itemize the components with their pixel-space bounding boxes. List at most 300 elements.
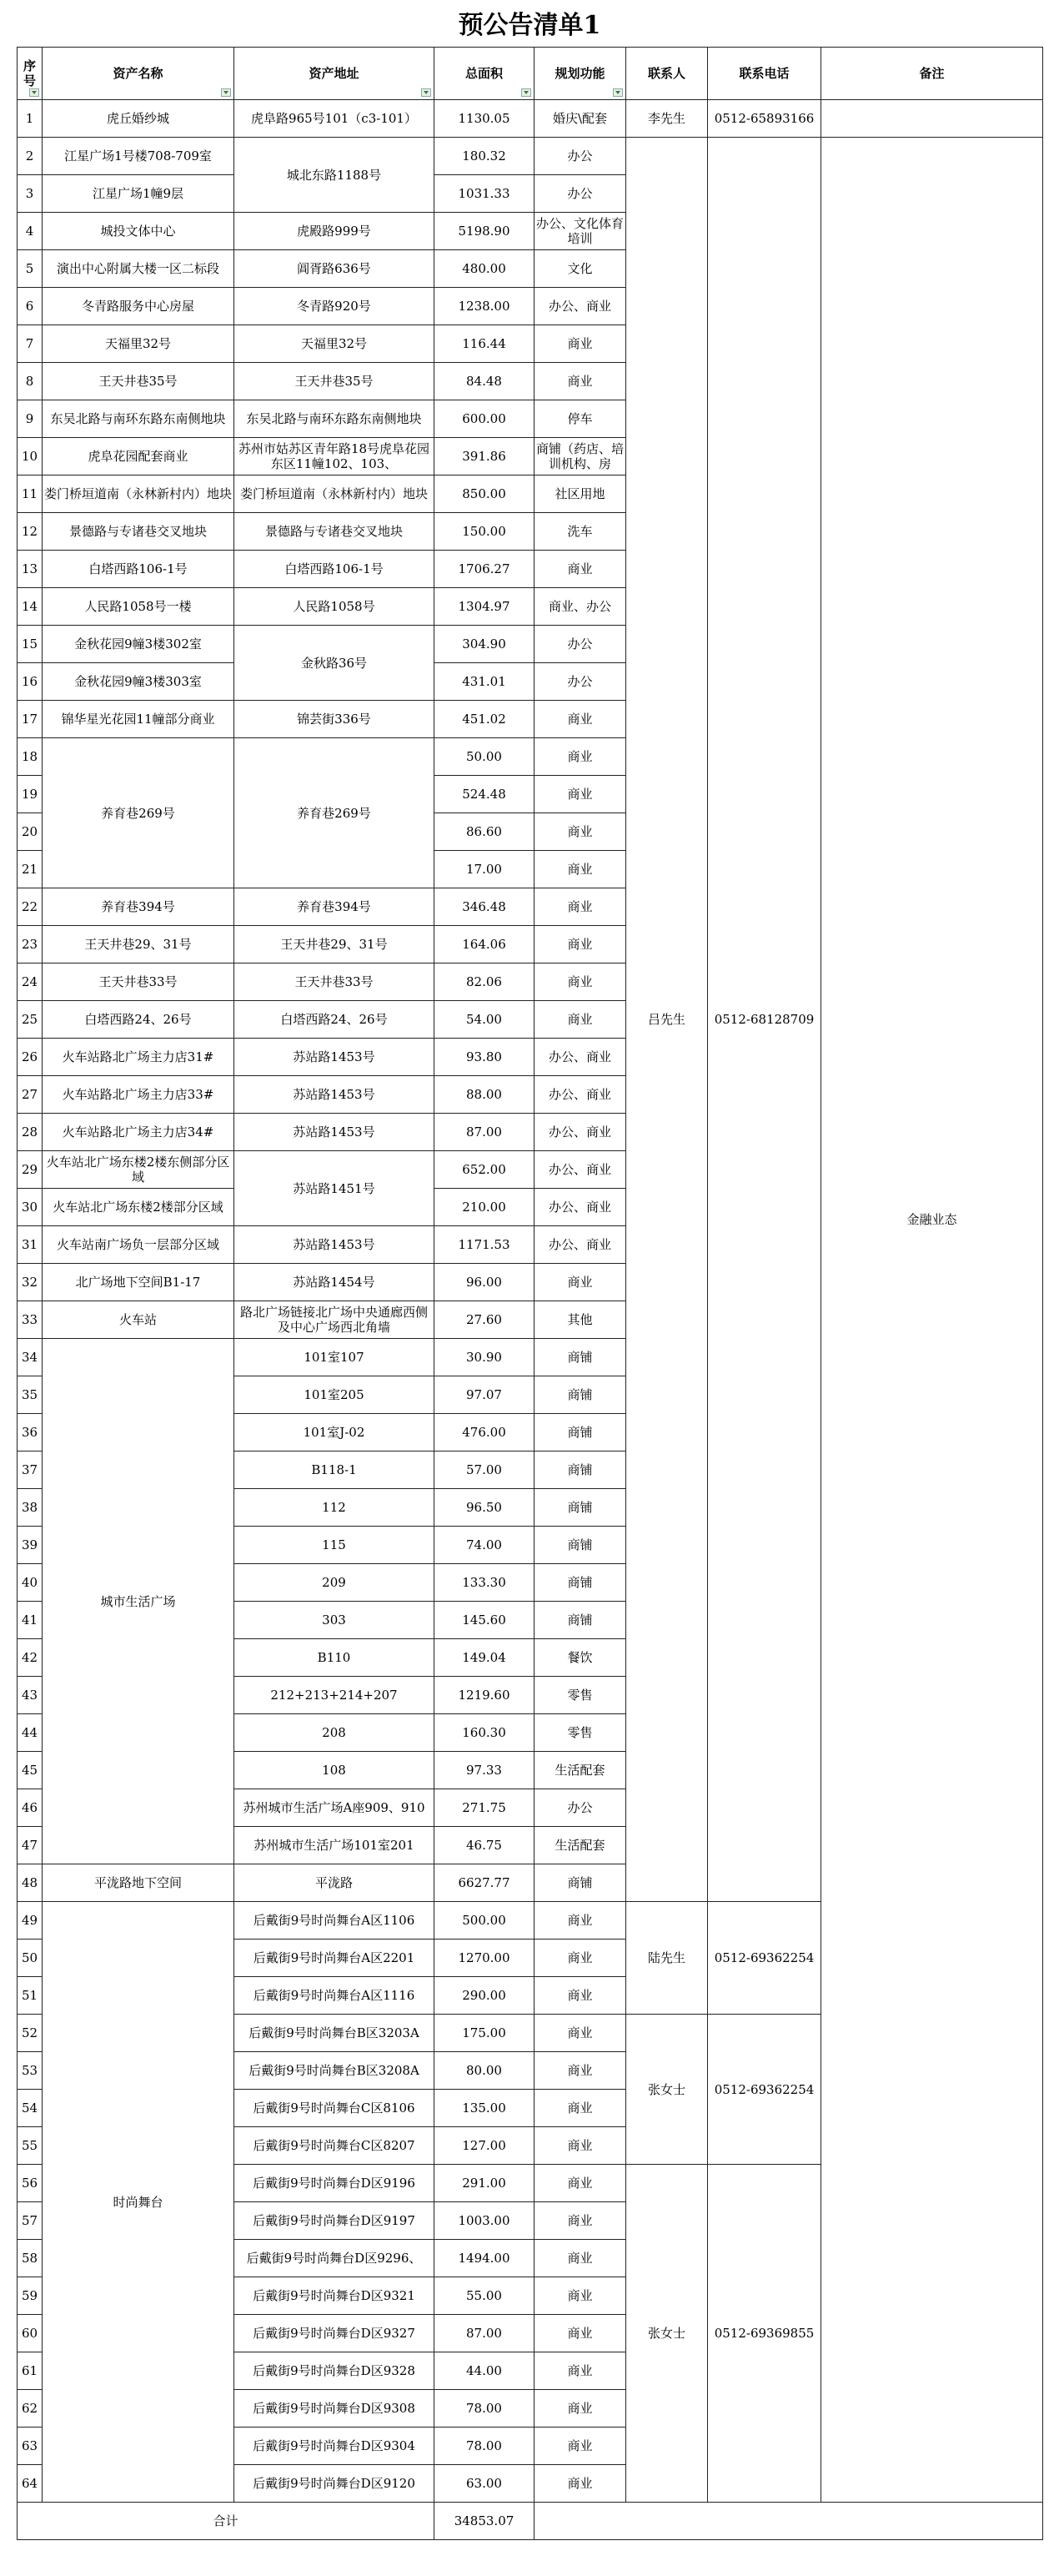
cell-address[interactable]: 112 <box>234 1489 434 1527</box>
filter-dropdown-icon[interactable] <box>613 88 623 97</box>
cell-no[interactable]: 28 <box>18 1114 43 1151</box>
cell-function[interactable]: 商铺（药店、培训机构、房 <box>535 438 626 475</box>
cell-address[interactable]: 城北东路1188号 <box>234 138 434 213</box>
cell-area[interactable]: 210.00 <box>434 1189 535 1226</box>
cell-area[interactable]: 652.00 <box>434 1151 535 1189</box>
cell-function[interactable]: 商铺 <box>535 1602 626 1639</box>
cell-name[interactable]: 景德路与专诸巷交叉地块 <box>43 513 234 551</box>
cell-no[interactable]: 24 <box>18 963 43 1001</box>
filter-dropdown-icon[interactable] <box>29 88 39 97</box>
cell-address[interactable]: 冬青路920号 <box>234 288 434 325</box>
cell-address[interactable]: 115 <box>234 1527 434 1564</box>
cell-name[interactable]: 养育巷269号 <box>43 738 234 888</box>
cell-address[interactable]: 虎阜路965号101（c3-101） <box>234 100 434 138</box>
cell-no[interactable]: 61 <box>18 2352 43 2390</box>
cell-no[interactable]: 31 <box>18 1226 43 1264</box>
cell-address[interactable]: 后戴街9号时尚舞台D区9120 <box>234 2465 434 2503</box>
cell-no[interactable]: 16 <box>18 663 43 701</box>
cell-contact[interactable]: 李先生 <box>626 100 708 138</box>
cell-function[interactable]: 商业 <box>535 1001 626 1039</box>
cell-name[interactable]: 白塔西路24、26号 <box>43 1001 234 1039</box>
cell-function[interactable]: 办公、商业 <box>535 1039 626 1076</box>
cell-function[interactable]: 商业 <box>535 2127 626 2165</box>
cell-no[interactable]: 14 <box>18 588 43 626</box>
cell-no[interactable]: 18 <box>18 738 43 776</box>
cell-function[interactable]: 办公、商业 <box>535 1114 626 1151</box>
cell-address[interactable]: 后戴街9号时尚舞台A区1116 <box>234 1977 434 2015</box>
cell-function[interactable]: 商业 <box>535 2277 626 2315</box>
cell-address[interactable]: 后戴街9号时尚舞台C区8106 <box>234 2090 434 2127</box>
cell-function[interactable]: 零售 <box>535 1677 626 1714</box>
cell-address[interactable]: 白塔西路24、26号 <box>234 1001 434 1039</box>
filter-dropdown-icon[interactable] <box>521 88 531 97</box>
cell-area[interactable]: 5198.90 <box>434 213 535 250</box>
cell-function[interactable]: 办公 <box>535 138 626 175</box>
cell-name[interactable]: 城市生活广场 <box>43 1339 234 1864</box>
cell-area[interactable]: 1270.00 <box>434 1940 535 1977</box>
cell-area[interactable]: 50.00 <box>434 738 535 776</box>
cell-area[interactable]: 6627.77 <box>434 1864 535 1902</box>
cell-area[interactable]: 271.75 <box>434 1789 535 1827</box>
cell-area[interactable]: 63.00 <box>434 2465 535 2503</box>
cell-name[interactable]: 王天井巷29、31号 <box>43 926 234 963</box>
cell-area[interactable]: 96.50 <box>434 1489 535 1527</box>
cell-function[interactable]: 商业 <box>535 1264 626 1301</box>
cell-no[interactable]: 26 <box>18 1039 43 1076</box>
cell-no[interactable]: 36 <box>18 1414 43 1452</box>
cell-address[interactable]: 王天井巷33号 <box>234 963 434 1001</box>
cell-no[interactable]: 56 <box>18 2165 43 2202</box>
cell-no[interactable]: 41 <box>18 1602 43 1639</box>
cell-area[interactable]: 290.00 <box>434 1977 535 2015</box>
cell-no[interactable]: 60 <box>18 2315 43 2352</box>
cell-address[interactable]: 212+213+214+207 <box>234 1677 434 1714</box>
cell-function[interactable]: 商业 <box>535 738 626 776</box>
cell-area[interactable]: 850.00 <box>434 475 535 513</box>
cell-phone[interactable]: 0512-65893166 <box>708 100 821 138</box>
cell-address[interactable]: 景德路与专诸巷交叉地块 <box>234 513 434 551</box>
cell-function[interactable]: 商业 <box>535 2352 626 2390</box>
cell-area[interactable]: 600.00 <box>434 400 535 438</box>
cell-name[interactable]: 北广场地下空间B1-17 <box>43 1264 234 1301</box>
cell-no[interactable]: 44 <box>18 1714 43 1752</box>
cell-area[interactable]: 55.00 <box>434 2277 535 2315</box>
cell-address[interactable]: 金秋路36号 <box>234 626 434 701</box>
cell-name[interactable]: 锦华星光花园11幢部分商业 <box>43 701 234 738</box>
cell-area[interactable]: 78.00 <box>434 2428 535 2465</box>
cell-area[interactable]: 27.60 <box>434 1301 535 1339</box>
cell-name[interactable]: 冬青路服务中心房屋 <box>43 288 234 325</box>
cell-address[interactable]: 人民路1058号 <box>234 588 434 626</box>
cell-address[interactable]: 101室107 <box>234 1339 434 1376</box>
cell-contact[interactable]: 吕先生 <box>626 138 708 1902</box>
cell-address[interactable]: 后戴街9号时尚舞台D区9304 <box>234 2428 434 2465</box>
cell-name[interactable]: 火车站路北广场主力店34# <box>43 1114 234 1151</box>
cell-name[interactable]: 人民路1058号一楼 <box>43 588 234 626</box>
cell-no[interactable]: 3 <box>18 175 43 213</box>
cell-name[interactable]: 火车站南广场负一层部分区域 <box>43 1226 234 1264</box>
cell-name[interactable]: 火车站路北广场主力店33# <box>43 1076 234 1114</box>
cell-function[interactable]: 商业 <box>535 851 626 888</box>
cell-address[interactable]: B110 <box>234 1639 434 1677</box>
cell-address[interactable]: 后戴街9号时尚舞台D区9308 <box>234 2390 434 2428</box>
cell-address[interactable]: 路北广场链接北广场中央通廊西侧及中心广场西北角墙 <box>234 1301 434 1339</box>
cell-note-merged[interactable] <box>821 138 1043 2503</box>
cell-function[interactable]: 商业 <box>535 813 626 851</box>
cell-function[interactable]: 商业 <box>535 1902 626 1940</box>
cell-name[interactable]: 养育巷394号 <box>43 888 234 926</box>
cell-area[interactable]: 97.07 <box>434 1376 535 1414</box>
cell-function[interactable]: 商业 <box>535 2090 626 2127</box>
cell-no[interactable]: 11 <box>18 475 43 513</box>
cell-address[interactable]: 后戴街9号时尚舞台D区9328 <box>234 2352 434 2390</box>
cell-function[interactable]: 商业 <box>535 2052 626 2090</box>
cell-function[interactable]: 商业 <box>535 2202 626 2240</box>
cell-no[interactable]: 51 <box>18 1977 43 2015</box>
cell-no[interactable]: 5 <box>18 250 43 288</box>
cell-address[interactable]: 虎殿路999号 <box>234 213 434 250</box>
cell-function[interactable]: 商业 <box>535 1977 626 2015</box>
cell-function[interactable]: 餐饮 <box>535 1639 626 1677</box>
cell-area[interactable]: 78.00 <box>434 2390 535 2428</box>
cell-area[interactable]: 46.75 <box>434 1827 535 1864</box>
cell-no[interactable]: 53 <box>18 2052 43 2090</box>
cell-function[interactable]: 办公、商业 <box>535 288 626 325</box>
cell-area[interactable]: 93.80 <box>434 1039 535 1076</box>
cell-no[interactable]: 50 <box>18 1940 43 1977</box>
cell-area[interactable]: 500.00 <box>434 1902 535 1940</box>
cell-function[interactable]: 商业 <box>535 2165 626 2202</box>
cell-function[interactable]: 商铺 <box>535 1452 626 1489</box>
cell-area[interactable]: 291.00 <box>434 2165 535 2202</box>
cell-address[interactable]: 苏州城市生活广场101室201 <box>234 1827 434 1864</box>
cell-function[interactable]: 其他 <box>535 1301 626 1339</box>
cell-area[interactable]: 180.32 <box>434 138 535 175</box>
cell-no[interactable]: 32 <box>18 1264 43 1301</box>
cell-address[interactable]: 苏站路1451号 <box>234 1151 434 1226</box>
cell-area[interactable]: 1003.00 <box>434 2202 535 2240</box>
cell-no[interactable]: 46 <box>18 1789 43 1827</box>
cell-address[interactable]: 208 <box>234 1714 434 1752</box>
cell-area[interactable]: 74.00 <box>434 1527 535 1564</box>
cell-phone[interactable]: 0512-69362254 <box>708 2015 821 2165</box>
cell-area[interactable]: 116.44 <box>434 325 535 363</box>
cell-function[interactable]: 商业 <box>535 2428 626 2465</box>
cell-address[interactable]: 王天井巷29、31号 <box>234 926 434 963</box>
cell-address[interactable]: 后戴街9号时尚舞台D区9296、 <box>234 2240 434 2277</box>
cell-function[interactable]: 商业 <box>535 2015 626 2052</box>
cell-area[interactable]: 1706.27 <box>434 551 535 588</box>
cell-no[interactable]: 12 <box>18 513 43 551</box>
cell-no[interactable]: 34 <box>18 1339 43 1376</box>
cell-no[interactable]: 17 <box>18 701 43 738</box>
cell-area[interactable]: 87.00 <box>434 1114 535 1151</box>
cell-function[interactable]: 商业 <box>535 776 626 813</box>
cell-address[interactable]: 101室J-02 <box>234 1414 434 1452</box>
cell-function[interactable]: 商铺 <box>535 1564 626 1602</box>
cell-function[interactable]: 社区用地 <box>535 475 626 513</box>
cell-no[interactable]: 7 <box>18 325 43 363</box>
cell-area[interactable]: 391.86 <box>434 438 535 475</box>
cell-name[interactable]: 天福里32号 <box>43 325 234 363</box>
cell-name[interactable]: 白塔西路106-1号 <box>43 551 234 588</box>
cell-address[interactable]: 后戴街9号时尚舞台D区9327 <box>234 2315 434 2352</box>
cell-no[interactable]: 9 <box>18 400 43 438</box>
cell-address[interactable]: 苏州市姑苏区青年路18号虎阜花园东区11幢102、103、 <box>234 438 434 475</box>
cell-no[interactable]: 43 <box>18 1677 43 1714</box>
cell-address[interactable]: 后戴街9号时尚舞台C区8207 <box>234 2127 434 2165</box>
cell-address[interactable]: 后戴街9号时尚舞台B区3208A <box>234 2052 434 2090</box>
cell-area[interactable]: 1494.00 <box>434 2240 535 2277</box>
cell-area[interactable]: 476.00 <box>434 1414 535 1452</box>
cell-name[interactable]: 金秋花园9幢3楼302室 <box>43 626 234 663</box>
cell-no[interactable]: 37 <box>18 1452 43 1489</box>
cell-name[interactable]: 金秋花园9幢3楼303室 <box>43 663 234 701</box>
cell-area[interactable]: 149.04 <box>434 1639 535 1677</box>
cell-area[interactable]: 480.00 <box>434 250 535 288</box>
cell-function[interactable]: 商铺 <box>535 1864 626 1902</box>
cell-area[interactable]: 54.00 <box>434 1001 535 1039</box>
cell-function[interactable]: 文化 <box>535 250 626 288</box>
cell-area[interactable]: 84.48 <box>434 363 535 400</box>
cell-function[interactable]: 办公 <box>535 1789 626 1827</box>
cell-no[interactable]: 4 <box>18 213 43 250</box>
cell-function[interactable]: 商业 <box>535 2315 626 2352</box>
cell-name[interactable]: 火车站北广场东楼2楼部分区域 <box>43 1189 234 1226</box>
cell-no[interactable]: 22 <box>18 888 43 926</box>
cell-function[interactable]: 商业 <box>535 325 626 363</box>
cell-address[interactable]: 天福里32号 <box>234 325 434 363</box>
cell-contact[interactable]: 张女士 <box>626 2015 708 2165</box>
cell-no[interactable]: 42 <box>18 1639 43 1677</box>
cell-no[interactable]: 15 <box>18 626 43 663</box>
cell-area[interactable]: 87.00 <box>434 2315 535 2352</box>
cell-function[interactable]: 商业 <box>535 926 626 963</box>
cell-function[interactable]: 商铺 <box>535 1376 626 1414</box>
cell-area[interactable]: 86.60 <box>434 813 535 851</box>
cell-name[interactable]: 火车站路北广场主力店31# <box>43 1039 234 1076</box>
cell-address[interactable]: 后戴街9号时尚舞台A区1106 <box>234 1902 434 1940</box>
cell-address[interactable]: 苏站路1453号 <box>234 1114 434 1151</box>
cell-address[interactable]: 锦芸街336号 <box>234 701 434 738</box>
cell-no[interactable]: 27 <box>18 1076 43 1114</box>
cell-no[interactable]: 21 <box>18 851 43 888</box>
cell-address[interactable]: 养育巷394号 <box>234 888 434 926</box>
cell-no[interactable]: 6 <box>18 288 43 325</box>
cell-address[interactable]: 阊胥路636号 <box>234 250 434 288</box>
cell-no[interactable]: 47 <box>18 1827 43 1864</box>
cell-no[interactable]: 45 <box>18 1752 43 1789</box>
cell-no[interactable]: 52 <box>18 2015 43 2052</box>
cell-address[interactable]: 王天井巷35号 <box>234 363 434 400</box>
cell-function[interactable]: 商业 <box>535 551 626 588</box>
cell-area[interactable]: 1130.05 <box>434 100 535 138</box>
cell-function[interactable]: 商业 <box>535 701 626 738</box>
cell-address[interactable]: B118-1 <box>234 1452 434 1489</box>
cell-function[interactable]: 商业 <box>535 1940 626 1977</box>
cell-address[interactable]: 养育巷269号 <box>234 738 434 888</box>
cell-no[interactable]: 58 <box>18 2240 43 2277</box>
cell-function[interactable]: 商业 <box>535 963 626 1001</box>
cell-address[interactable]: 后戴街9号时尚舞台A区2201 <box>234 1940 434 1977</box>
cell-phone[interactable]: 0512-68128709 <box>708 138 821 1902</box>
cell-area[interactable]: 346.48 <box>434 888 535 926</box>
cell-no[interactable]: 20 <box>18 813 43 851</box>
cell-name[interactable]: 城投文体中心 <box>43 213 234 250</box>
cell-no[interactable]: 23 <box>18 926 43 963</box>
cell-no[interactable]: 29 <box>18 1151 43 1189</box>
cell-function[interactable]: 办公、商业 <box>535 1076 626 1114</box>
cell-no[interactable]: 30 <box>18 1189 43 1226</box>
cell-area[interactable]: 57.00 <box>434 1452 535 1489</box>
cell-no[interactable]: 19 <box>18 776 43 813</box>
cell-name[interactable]: 江星广场1号楼708-709室 <box>43 138 234 175</box>
cell-no[interactable]: 39 <box>18 1527 43 1564</box>
cell-function[interactable]: 商业 <box>535 2390 626 2428</box>
cell-area[interactable]: 30.90 <box>434 1339 535 1376</box>
cell-address[interactable]: 苏站路1453号 <box>234 1039 434 1076</box>
cell-no[interactable]: 33 <box>18 1301 43 1339</box>
cell-address[interactable]: 苏站路1453号 <box>234 1226 434 1264</box>
cell-area[interactable]: 96.00 <box>434 1264 535 1301</box>
cell-area[interactable]: 1031.33 <box>434 175 535 213</box>
cell-area[interactable]: 1171.53 <box>434 1226 535 1264</box>
cell-area[interactable]: 133.30 <box>434 1564 535 1602</box>
cell-address[interactable]: 108 <box>234 1752 434 1789</box>
cell-area[interactable]: 145.60 <box>434 1602 535 1639</box>
cell-function[interactable]: 办公、文化体育培训 <box>535 213 626 250</box>
cell-name[interactable]: 江星广场1幢9层 <box>43 175 234 213</box>
cell-phone[interactable]: 0512-69369855 <box>708 2165 821 2503</box>
cell-function[interactable]: 商业 <box>535 2465 626 2503</box>
cell-function[interactable]: 商铺 <box>535 1489 626 1527</box>
cell-no[interactable]: 63 <box>18 2428 43 2465</box>
cell-name[interactable]: 王天井巷35号 <box>43 363 234 400</box>
cell-function[interactable]: 办公、商业 <box>535 1151 626 1189</box>
cell-no[interactable]: 57 <box>18 2202 43 2240</box>
cell-function[interactable]: 商业 <box>535 2240 626 2277</box>
cell-function[interactable]: 生活配套 <box>535 1827 626 1864</box>
cell-address[interactable]: 东吴北路与南环东路东南侧地块 <box>234 400 434 438</box>
cell-function[interactable]: 洗车 <box>535 513 626 551</box>
cell-no[interactable]: 2 <box>18 138 43 175</box>
cell-area[interactable]: 160.30 <box>434 1714 535 1752</box>
cell-no[interactable]: 64 <box>18 2465 43 2503</box>
cell-function[interactable]: 商铺 <box>535 1339 626 1376</box>
cell-address[interactable]: 白塔西路106-1号 <box>234 551 434 588</box>
cell-address[interactable]: 后戴街9号时尚舞台B区3203A <box>234 2015 434 2052</box>
cell-name[interactable]: 时尚舞台 <box>43 1902 234 2503</box>
cell-name[interactable]: 娄门桥垣道南（永林新村内）地块 <box>43 475 234 513</box>
cell-note[interactable] <box>821 100 1043 138</box>
cell-name[interactable]: 虎阜花园配套商业 <box>43 438 234 475</box>
cell-area[interactable]: 135.00 <box>434 2090 535 2127</box>
cell-function[interactable]: 零售 <box>535 1714 626 1752</box>
cell-address[interactable]: 后戴街9号时尚舞台D区9196 <box>234 2165 434 2202</box>
cell-address[interactable]: 平泷路 <box>234 1864 434 1902</box>
cell-name[interactable]: 平泷路地下空间 <box>43 1864 234 1902</box>
cell-function[interactable]: 商铺 <box>535 1414 626 1452</box>
cell-no[interactable]: 38 <box>18 1489 43 1527</box>
cell-name[interactable]: 虎丘婚纱城 <box>43 100 234 138</box>
cell-function[interactable]: 办公 <box>535 663 626 701</box>
cell-area[interactable]: 17.00 <box>434 851 535 888</box>
cell-area[interactable]: 431.01 <box>434 663 535 701</box>
cell-area[interactable]: 44.00 <box>434 2352 535 2390</box>
cell-function[interactable]: 婚庆\配套 <box>535 100 626 138</box>
cell-name[interactable]: 东吴北路与南环东路东南侧地块 <box>43 400 234 438</box>
cell-function[interactable]: 商业、办公 <box>535 588 626 626</box>
cell-no[interactable]: 40 <box>18 1564 43 1602</box>
cell-area[interactable]: 451.02 <box>434 701 535 738</box>
cell-area[interactable]: 175.00 <box>434 2015 535 2052</box>
cell-area[interactable]: 82.06 <box>434 963 535 1001</box>
cell-no[interactable]: 8 <box>18 363 43 400</box>
cell-function[interactable]: 办公、商业 <box>535 1189 626 1226</box>
cell-address[interactable]: 后戴街9号时尚舞台D区9321 <box>234 2277 434 2315</box>
cell-address[interactable]: 后戴街9号时尚舞台D区9197 <box>234 2202 434 2240</box>
cell-function[interactable]: 商业 <box>535 363 626 400</box>
cell-contact[interactable]: 陆先生 <box>626 1902 708 2015</box>
cell-phone[interactable]: 0512-69362254 <box>708 1902 821 2015</box>
cell-function[interactable]: 停车 <box>535 400 626 438</box>
cell-function[interactable]: 商铺 <box>535 1527 626 1564</box>
cell-area[interactable]: 164.06 <box>434 926 535 963</box>
cell-area[interactable]: 127.00 <box>434 2127 535 2165</box>
cell-area[interactable]: 1219.60 <box>434 1677 535 1714</box>
cell-no[interactable]: 62 <box>18 2390 43 2428</box>
cell-no[interactable]: 54 <box>18 2090 43 2127</box>
cell-area[interactable]: 1238.00 <box>434 288 535 325</box>
cell-name[interactable]: 火车站北广场东楼2楼东侧部分区域 <box>43 1151 234 1189</box>
cell-function[interactable]: 办公 <box>535 626 626 663</box>
cell-address[interactable]: 101室205 <box>234 1376 434 1414</box>
cell-contact[interactable]: 张女士 <box>626 2165 708 2503</box>
cell-name[interactable]: 王天井巷33号 <box>43 963 234 1001</box>
cell-name[interactable]: 演出中心附属大楼一区二标段 <box>43 250 234 288</box>
cell-function[interactable]: 办公、商业 <box>535 1226 626 1264</box>
cell-function[interactable]: 生活配套 <box>535 1752 626 1789</box>
cell-area[interactable]: 524.48 <box>434 776 535 813</box>
cell-address[interactable]: 209 <box>234 1564 434 1602</box>
cell-no[interactable]: 10 <box>18 438 43 475</box>
cell-area[interactable]: 88.00 <box>434 1076 535 1114</box>
cell-function[interactable]: 办公 <box>535 175 626 213</box>
cell-area[interactable]: 1304.97 <box>434 588 535 626</box>
cell-no[interactable]: 1 <box>18 100 43 138</box>
cell-no[interactable]: 25 <box>18 1001 43 1039</box>
cell-address[interactable]: 苏州城市生活广场A座909、910 <box>234 1789 434 1827</box>
cell-no[interactable]: 35 <box>18 1376 43 1414</box>
cell-no[interactable]: 49 <box>18 1902 43 1940</box>
cell-address[interactable]: 303 <box>234 1602 434 1639</box>
filter-dropdown-icon[interactable] <box>221 88 231 97</box>
cell-area[interactable]: 304.90 <box>434 626 535 663</box>
cell-no[interactable]: 48 <box>18 1864 43 1902</box>
cell-name[interactable]: 火车站 <box>43 1301 234 1339</box>
cell-area[interactable]: 97.33 <box>434 1752 535 1789</box>
cell-area[interactable]: 80.00 <box>434 2052 535 2090</box>
cell-function[interactable]: 商业 <box>535 888 626 926</box>
cell-no[interactable]: 55 <box>18 2127 43 2165</box>
cell-address[interactable]: 苏站路1454号 <box>234 1264 434 1301</box>
cell-address[interactable]: 苏站路1453号 <box>234 1076 434 1114</box>
cell-area[interactable]: 150.00 <box>434 513 535 551</box>
filter-dropdown-icon[interactable] <box>421 88 431 97</box>
cell-address[interactable]: 娄门桥垣道南（永林新村内）地块 <box>234 475 434 513</box>
cell-no[interactable]: 59 <box>18 2277 43 2315</box>
cell-no[interactable]: 13 <box>18 551 43 588</box>
